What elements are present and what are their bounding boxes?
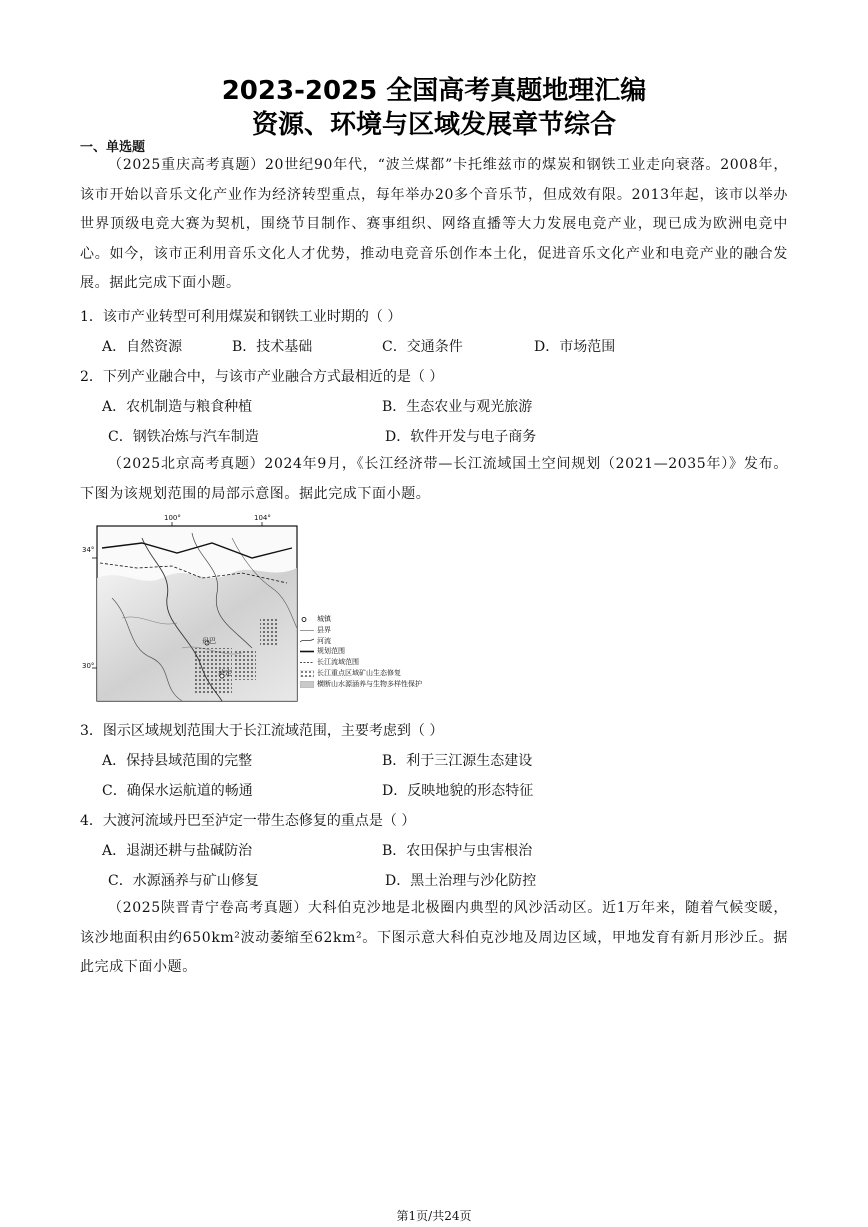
legend-label: 长江重点区域矿山生态修复 (317, 668, 401, 677)
thin-line-icon (300, 627, 314, 634)
page-number: 第1页/共24页 (396, 1209, 472, 1223)
passage-3-text-before: （2025陕晋青宁卷高考真题）大科伯克沙地是北极圈内典型的风沙活动区。近1万年来，随着气候变暖，该沙地面积由约 (80, 900, 788, 946)
question-2-option-d: D．软件开发与电子商务 (385, 429, 537, 445)
legend-label: 城镇 (317, 615, 331, 623)
section-heading: 一、单选题 (80, 140, 146, 155)
legend-item (300, 657, 422, 668)
question-2-option-c: C．钢铁冶炼与汽车制造 (108, 429, 259, 445)
question-4-option-c: C．水源涵养与矿山修复 (108, 873, 259, 889)
question-1-stem: 1．该市产业转型可利用煤炭和钢铁工业时期的（ ） (80, 309, 402, 325)
question-4-option-b: B．农田保护与虫害根治 (382, 843, 533, 859)
question-1-option-d: D．市场范围 (534, 339, 616, 355)
thick-line-icon (300, 648, 314, 655)
question-3-option-c: C．确保水运航道的畅通 (102, 783, 253, 799)
gray-fill-icon (300, 681, 314, 688)
map-legend (300, 614, 422, 690)
legend-item (300, 668, 422, 679)
map-lon-right: 104° (254, 514, 271, 522)
question-1-option-a: A．自然资源 (102, 339, 183, 355)
legend-label: 规划范围 (317, 647, 345, 656)
question-2-stem: 2．下列产业融合中，与该市产业融合方式最相近的是（ ） (80, 369, 444, 385)
dashed-line-icon (300, 659, 314, 666)
passage-3-text-after: 。下图示意大科伯克沙地及周边区域，甲地发育有新月形沙丘。据此完成下面小题。 (80, 929, 789, 975)
question-3-option-b: B．利于三江源生态建设 (382, 753, 533, 769)
question-1-option-c: C．交通条件 (382, 339, 463, 355)
question-4-option-d: D．黑土治理与沙化防控 (385, 873, 537, 889)
passage-3-text-mid: 波动萎缩至 (240, 929, 314, 946)
question-4-option-a: A．退湖还耕与盐碱防治 (102, 843, 253, 859)
question-3-option-d: D．反映地貌的形态特征 (382, 783, 534, 799)
legend-item (300, 625, 422, 636)
question-1-option-b: B．技术基础 (232, 339, 313, 355)
map-place-luding: 泸定 (218, 669, 232, 677)
legend-item (300, 646, 422, 657)
passage-2: （2025北京高考真题）2024年9月，《长江经济带—长江流域国土空间规划（2021—2035年）》发布。下图为该规划范围的局部示意图。据此完成下面小题。 (80, 456, 788, 502)
dot-pattern-icon (300, 670, 314, 677)
map-place-danba: 丹巴 (202, 637, 216, 645)
passage-3-area-after: 62km² (314, 929, 363, 946)
map-lon-left: 100° (164, 514, 181, 522)
question-4-stem: 4．大渡河流域丹巴至泸定一带生态修复的重点是（ ） (80, 813, 416, 829)
passage-3-area-before: 650km² (182, 929, 241, 946)
question-3-stem: 3．图示区域规划范围大于长江流域范围，主要考虑到（ ） (80, 723, 444, 739)
map-lat-top: 34° (82, 546, 95, 554)
legend-item (300, 679, 422, 690)
page-title-line1: 2023-2025 全国高考真题地理汇编 (221, 76, 647, 106)
page-title-line2: 资源、环境与区域发展章节综合 (251, 110, 616, 140)
legend-label: 县界 (317, 625, 331, 634)
river-line-icon (300, 637, 314, 644)
question-3-option-a: A．保持县域范围的完整 (102, 753, 253, 769)
legend-item (300, 614, 422, 625)
legend-label: 长江流域范围 (317, 658, 359, 667)
town-dot-icon (300, 616, 314, 623)
passage-1: （2025重庆高考真题）20世纪90年代，“波兰煤都”卡托维兹市的煤炭和钢铁工业走向衰落。2008年，该市开始以音乐文化产业作为经济转型重点，每年举办20多个音乐节，但成效有限。2013年起，该市以举办世界顶级电竞大赛为契机，围绕节目制作、赛事组织、网络直播等大力发展电竞产业，现已成为欧洲电竞中心。如今，该市正利用音乐文化人才优势，推动电竞音乐创作本土化，促进音乐文化产业和电竞产业的融合发展。据此完成下面小题。 (80, 157, 788, 291)
question-2-option-b: B．生态农业与观光旅游 (382, 399, 533, 415)
legend-label: 横断山水源涵养与生物多样性保护 (317, 679, 422, 688)
passage-3 (80, 894, 788, 983)
legend-label: 河流 (317, 636, 331, 645)
map-lat-bottom: 30° (82, 662, 95, 670)
legend-item (300, 636, 422, 647)
question-2-option-a: A．农机制造与粮食种植 (102, 399, 253, 415)
